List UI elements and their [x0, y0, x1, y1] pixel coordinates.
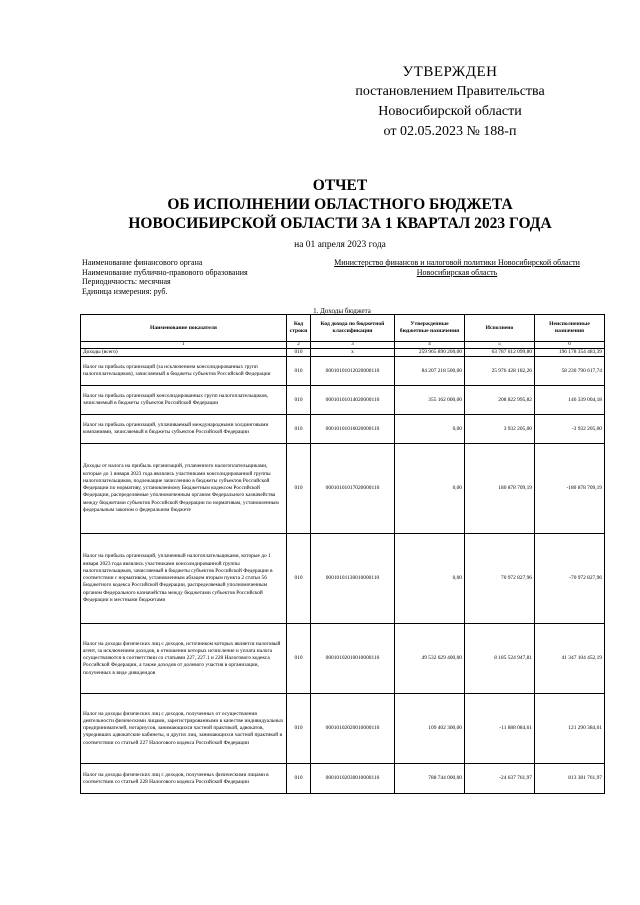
row-line-code: 010	[287, 694, 311, 764]
table-row	[81, 415, 605, 444]
row-unexecuted: 121 290 384,61	[535, 694, 605, 764]
row-name: Налог на прибыль организаций (за исключением консолидированных групп налогоплательщиков), зачисляемый в бюджеты субъектов Российской Федерации	[81, 357, 287, 386]
row-income-code: 00010101014020000110	[311, 386, 395, 415]
org-value: Министерство финансов и налоговой политики Новосибирской области	[334, 258, 580, 267]
table-row	[81, 357, 605, 386]
row-line-code: 010	[287, 349, 311, 357]
row-line-code: 010	[287, 386, 311, 415]
header-executed: Исполнено	[465, 315, 535, 342]
row-line-code: 010	[287, 415, 311, 444]
row-approved: 84 207 218 500,00	[395, 357, 465, 386]
table-row	[81, 444, 605, 534]
report-title-line-2: ОБ ИСПОЛНЕНИИ ОБЛАСТНОГО БЮДЖЕТА	[167, 196, 513, 213]
row-name: Налог на доходы физических лиц с доходов, полученных от осуществления деятельности физическими лицами, зарегистрированными в качестве индивидуальных предпринимателей, нотариусов, занимающихся частной практикой, адвокатов, учредивших адвокатские кабинеты, и других лиц, занимающихся частной практикой в соответствии со статьей 227 Налогового кодекса Российской Федерации	[81, 694, 287, 764]
section-title: 1. Доходы бюджета	[313, 307, 371, 315]
row-executed: 3 932 205,00	[465, 415, 535, 444]
pub-label: Наименование публично-правового образования	[82, 267, 248, 277]
report-title-line-3: НОВОСИБИРСКОЙ ОБЛАСТИ ЗА 1 КВАРТАЛ 2023 ГОДА	[128, 215, 552, 232]
row-executed: 63 787 612 099,80	[465, 349, 535, 357]
row-income-code: 00010101017020000110	[311, 444, 395, 534]
unit-label: Единица измерения: руб.	[82, 286, 168, 296]
meta-row-period	[82, 277, 602, 287]
table-row	[81, 694, 605, 764]
row-executed: -24 637 761,97	[465, 764, 535, 794]
report-date: на 01 апреля 2023 года	[294, 240, 386, 250]
period-label: Периодичность: месячная	[82, 277, 171, 286]
row-executed: 208 822 995,82	[465, 386, 535, 415]
col-number: 5	[465, 342, 535, 349]
row-approved: 259 965 890 200,00	[395, 349, 465, 357]
table-row	[81, 349, 605, 357]
table-row	[81, 534, 605, 624]
row-name: Налог на прибыль организаций, уплаченный налогоплательщиками, которые до 1 января 2023 года являлись участниками консолидированной группы налогоплательщиков, зачисляемый в бюджеты субъектов Российской Федерации в соответствии с нормативом, установленным абзацем вторым пункта 2 статьи 56 Бюджетного кодекса Российской Федерации, распределяемый уполномоченным органом Федерального казначейства между бюджетами субъектов Российской Федерации и местными бюджетами	[81, 534, 287, 624]
row-unexecuted: 813 381 761,97	[535, 764, 605, 794]
row-unexecuted: 196 178 354 483,39	[535, 349, 605, 357]
row-income-code: 00010102030010000110	[311, 764, 395, 794]
row-line-code: 010	[287, 444, 311, 534]
row-executed: 25 976 428 182,26	[465, 357, 535, 386]
row-approved: 0,00	[395, 415, 465, 444]
row-approved: 109 402 300,00	[395, 694, 465, 764]
approval-line-3: от 02.05.2023 № 188-п	[383, 124, 517, 139]
pub-value: Новосибирская область	[416, 267, 498, 277]
row-unexecuted: -3 932 205,00	[535, 415, 605, 444]
meta-row-org	[82, 258, 602, 268]
row-executed: 8 185 524 947,81	[465, 624, 535, 694]
header-unexecuted: Неисполненные назначения	[535, 315, 605, 342]
col-number: 1	[81, 342, 287, 349]
row-line-code: 010	[287, 357, 311, 386]
row-approved: 49 532 629 400,00	[395, 624, 465, 694]
row-line-code: 010	[287, 534, 311, 624]
row-income-code: 00010102010010000110	[311, 624, 395, 694]
row-name: Налог на прибыль организаций консолидированных групп налогоплательщиков, зачисляемый в бюджеты субъектов Российской Федерации	[81, 386, 287, 415]
table-row	[81, 764, 605, 794]
header-name: Наименование показателя	[81, 315, 287, 342]
row-unexecuted: 146 339 004,18	[535, 386, 605, 415]
meta-row-unit	[82, 287, 602, 297]
income-table	[80, 314, 605, 794]
row-unexecuted: -70 972 827,96	[535, 534, 605, 624]
row-name: Налог на доходы физических лиц с доходов, полученных физическими лицами в соответствии со статьей 228 Налогового кодекса Российской Федерации	[81, 764, 287, 794]
row-name: Налог на прибыль организаций, уплачиваемый международными холдинговыми компаниями, зачисляемый в бюджеты субъектов Российской Федерации	[81, 415, 287, 444]
header-line-code: Код строки	[287, 315, 311, 342]
col-number: 3	[311, 342, 395, 349]
row-unexecuted: 58 230 790 617,74	[535, 357, 605, 386]
column-number-row	[81, 342, 605, 349]
approval-line-1: постановлением Правительства	[355, 84, 545, 99]
table-row	[81, 624, 605, 694]
row-income-code: 00010101016020000110	[311, 415, 395, 444]
row-income-code: 00010102020010000110	[311, 694, 395, 764]
col-number: 4	[395, 342, 465, 349]
row-line-code: 010	[287, 764, 311, 794]
report-meta	[82, 258, 602, 296]
row-unexecuted: -180 878 709,19	[535, 444, 605, 534]
row-unexecuted: 41 347 104 452,19	[535, 624, 605, 694]
org-label: Наименование финансового органа	[82, 258, 203, 267]
row-income-code: 00010101012020000110	[311, 357, 395, 386]
row-approved: 355 162 000,00	[395, 386, 465, 415]
row-name: Доходы от налога на прибыль организаций, уплаченного налогоплательщиками, которые до 1 января 2023 года являлись участниками консолидированной группы налогоплательщиков, подлежащие зачислению в бюджеты субъектов Российской Федерации по нормативу, установленному Бюджетным кодексом Российской Федерации, распределяемые уполномоченным органом Федерального казначейства между бюджетами субъектов Российской Федерации по нормативам, установленным федеральным законом о федеральном бюджете	[81, 444, 287, 534]
header-income-code: Код дохода по бюджетной классификации	[311, 315, 395, 342]
row-income-code: x	[311, 349, 395, 357]
approval-line-2: Новосибирской области	[378, 104, 522, 119]
table-header-row	[81, 315, 605, 342]
row-name: Доходы (всего)	[81, 349, 287, 357]
row-executed: 180 878 709,19	[465, 444, 535, 534]
table-row	[81, 386, 605, 415]
row-name: Налог на доходы физических лиц с доходов, источником которых является налоговый агент, за исключением доходов, в отношении которых исчисление и уплата налога осуществляются в соответствии со статьями 227, 227.1 и 228 Налогового кодекса Российской Федерации, а также доходов от долевого участия в организации, полученных в виде дивидендов	[81, 624, 287, 694]
col-number: 2	[287, 342, 311, 349]
row-income-code: 00010101130010000110	[311, 534, 395, 624]
header-approved: Утвержденные бюджетные назначения	[395, 315, 465, 342]
row-line-code: 010	[287, 624, 311, 694]
row-approved: 788 744 000,00	[395, 764, 465, 794]
row-approved: 0,00	[395, 534, 465, 624]
approval-title: УТВЕРЖДЕН	[402, 64, 498, 80]
row-approved: 0,00	[395, 444, 465, 534]
row-executed: 70 972 827,96	[465, 534, 535, 624]
meta-row-pub	[82, 268, 602, 278]
row-executed: -11 888 084,61	[465, 694, 535, 764]
col-number: 6	[535, 342, 605, 349]
report-title	[80, 176, 600, 233]
approval-block	[340, 62, 560, 142]
report-title-line-1: ОТЧЕТ	[312, 177, 368, 194]
